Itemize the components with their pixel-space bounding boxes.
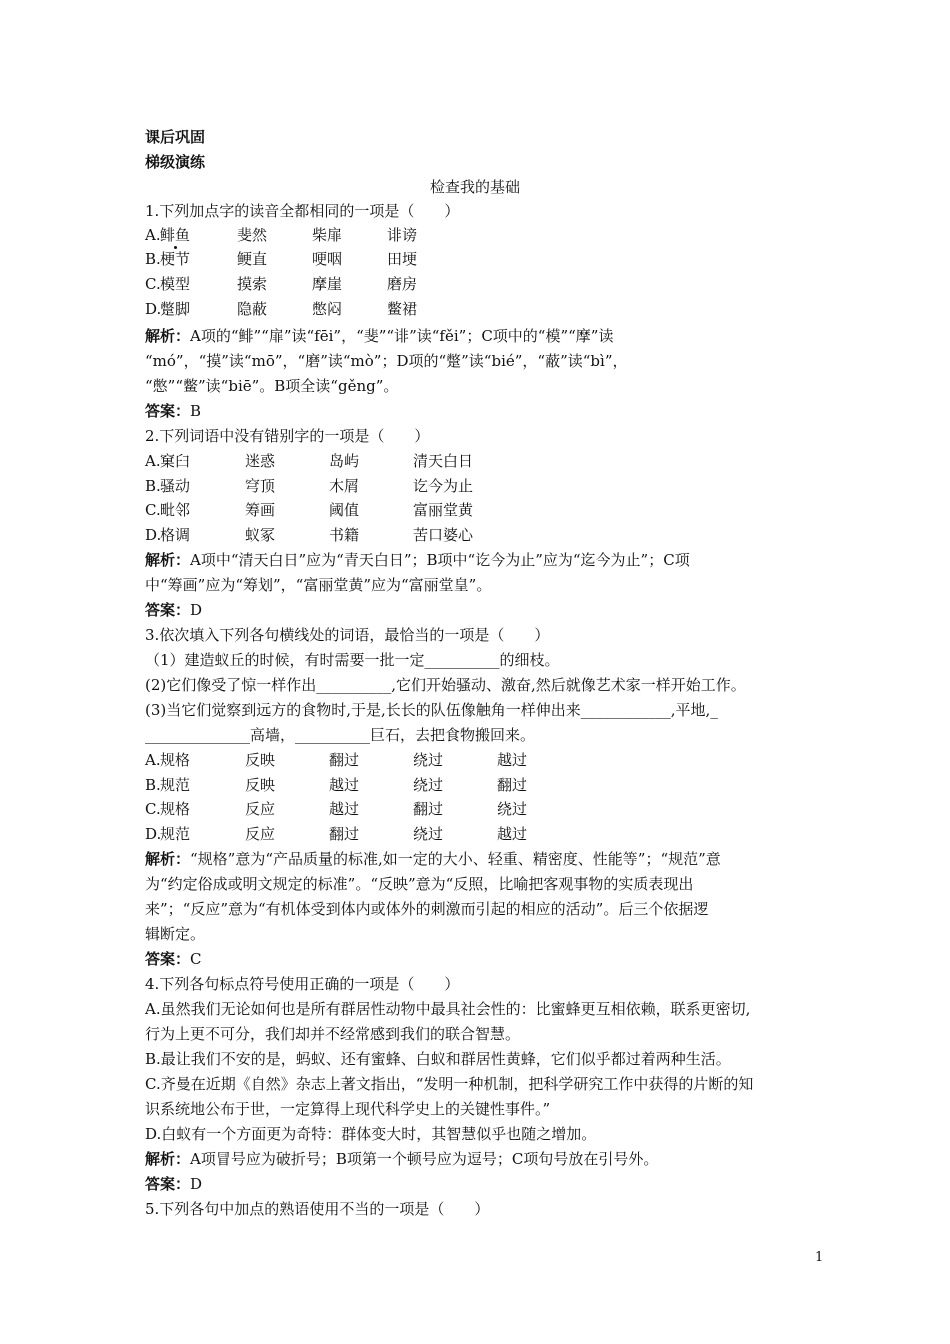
q1-analysis-line: “mó”，“摸”读“mō”，“磨”读“mò”；D项的“蹩”读“bié”，“蔽”读“bì”， [145, 352, 628, 370]
q3-analysis-line: 辑断定。 [145, 925, 206, 943]
q3-analysis-line: 为“约定俗成或明文规定的标准”。“反映”意为“反照，比喻把客观事物的实质表现出 [145, 875, 694, 893]
q2-analysis-line: 中“筹画”应为“筹划”，“富丽堂黄”应为“富丽堂皇”。 [145, 576, 492, 594]
q4-option-d: D.白蚁有一个方面更为奇特：群体变大时，其智慧似乎也随之增加。 [145, 1125, 597, 1143]
q1-analysis: 解析：A项的“鲱”“扉”读“fēi”，“斐”“诽”读“fěi”；C项中的“模”“摩”读 [145, 327, 614, 345]
q3-sentence-2: (2)它们像受了惊一样作出__________,它们开始骚动、激奋,然后就像艺术家一样开始工作。 [145, 676, 746, 694]
q2-answer: 答案：D [145, 601, 203, 619]
q5-stem: 5.下列各句中加点的熟语使用不当的一项是（ ） [145, 1200, 490, 1218]
q2-analysis: 解析：A项中“清天白日”应为“青天白日”；B项中“讫今为止”应为“迄今为止”；C项 [145, 551, 690, 569]
heading-after-class: 课后巩固 [145, 128, 206, 146]
page-number: 1 [815, 1250, 824, 1265]
q3-answer: 答案：C [145, 950, 202, 968]
q3-sentence-3-cont: ______________高墙，__________巨石，去把食物搬回来。 [145, 726, 536, 744]
q3-analysis-line: 来”；“反应”意为“有机体受到体内或体外的刺激而引起的相应的活动”。后三个依据逻 [145, 900, 709, 918]
q4-option-b: B.最让我们不安的是，蚂蚁、还有蜜蜂、白蚁和群居性黄蜂，它们似乎都过着两种生活。 [145, 1050, 731, 1068]
q1-stem: 1.下列加点字的读音全都相同的一项是（ ） [145, 202, 460, 220]
document-page: 课后巩固 梯级演练 检查我的基础 1.下列加点字的读音全都相同的一项是（ ） A. 鲱鱼 斐然 柴扉 诽谤 B. 梗节 鲠直 哽咽 田埂 C. 模型 摸索 摩崖 磨房 D. 蹩脚 隐蔽 憋闷 鳖裙 解析：A项的“鲱”“扉”读“fēi”，“斐”“诽”读“fěi”；C项中的“模”“摩”读 “mó”，“摸”读“mō”，“磨”读“mò”；D项的“蹩”读“bié”，“蔽”读“bì”， “憋”“鳖”读“biē”。B项全读“gěng”。 答案：B 2.下列词语中没有错别字的一项是（ ） A. 窠臼 迷惑 岛屿 清天白日 B. 骚动 穹顶 木屑 讫今为止 C. 毗邻 筹画 阈值 富丽堂黄 D. 格调 蚁冢 书籍 苦口婆心 解析：A项中“清天白日”应为“青天白日”；B项中“讫今为止”应为“迄今为止”；C项 中“筹画”应为“筹划”，“富丽堂黄”应为“富丽堂皇”。 答案：D 3.依次填入下列各句横线处的词语，最恰当的一项是（ ） （1）建造蚁丘的时候，有时需要一批一定__________的细枝。 (2)它们像受了惊一样作出__________,它们开始骚动、激奋,然后就像艺术家一样开始工作。 (3)当它们觉察到远方的食物时,于是,长长的队伍像触角一样伸出来____________,平地,_ ______________高墙，__________巨石，去把食物搬回来。 A. 规格 反映 翻过 绕过 越过 B. 规范 反映 越过 绕过 翻过 C. 规格 反应 越过 翻过 绕过 D. 规范 反应 翻过 绕过 越过 解析：“规格”意为“产品质量的标准,如一定的大小、轻重、精密度、性能等”；“规范”意 为“约定俗成或明文规定的标准”。“反映”意为“反照，比喻把客观事物的实质表现出 来”；“反应”意为“有机体受到体内或体外的刺激而引起的相应的活动”。后三个依据逻 辑断定。 答案：C 4.下列各句标点符号使用正确的一项是（ ） A.虽然我们无论如何也是所有群居性动物中最具社会性的：比蜜蜂更互相依赖，联系更密切, 行为上更不可分，我们却并不经常感到我们的联合智慧。 B.最让我们不安的是，蚂蚁、还有蜜蜂、白蚁和群居性黄蜂，它们似乎都过着两种生活。 C.齐曼在近期《自然》杂志上著文指出，“发明一种机制，把科学研究工作中获得的片断的知 识系统地公布于世，一定算得上现代科学史上的关键性事件。” D.白蚁有一个方面更为奇特：群体变大时，其智慧似乎也随之增加。 解析：A项冒号应为破折号；B项第一个顿号应为逗号；C项句号放在引号外。 答案：D 5.下列各句中加点的熟语使用不当的一项是（ ） 1 [0, 0, 950, 1344]
q4-option-c-cont: 识系统地公布于世，一定算得上现代科学史上的关键性事件。” [145, 1100, 551, 1118]
q4-option-a: A.虽然我们无论如何也是所有群居性动物中最具社会性的：比蜜蜂更互相依赖，联系更密切, [145, 1000, 751, 1018]
section-title: 检查我的基础 [429, 178, 520, 196]
q1-analysis-line: “憋”“鳖”读“biē”。B项全读“gěng”。 [145, 377, 399, 395]
q3-analysis: 解析：“规格”意为“产品质量的标准,如一定的大小、轻重、精密度、性能等”；“规范”意 [145, 850, 721, 868]
q3-stem: 3.依次填入下列各句横线处的词语，最恰当的一项是（ ） [145, 626, 550, 644]
heading-graded-practice: 梯级演练 [145, 153, 206, 171]
q4-option-a-cont: 行为上更不可分，我们却并不经常感到我们的联合智慧。 [145, 1025, 521, 1043]
q4-answer: 答案：D [145, 1175, 203, 1193]
q4-option-c: C.齐曼在近期《自然》杂志上著文指出，“发明一种机制，把科学研究工作中获得的片断的知 [145, 1075, 754, 1093]
q4-stem: 4.下列各句标点符号使用正确的一项是（ ） [145, 975, 460, 993]
q4-analysis: 解析：A项冒号应为破折号；B项第一个顿号应为逗号；C项句号放在引号外。 [145, 1150, 659, 1168]
q2-stem: 2.下列词语中没有错别字的一项是（ ） [145, 427, 430, 445]
q1-answer: 答案：B [145, 402, 202, 420]
q3-sentence-1: （1）建造蚁丘的时候，有时需要一批一定__________的细枝。 [145, 651, 560, 669]
q3-sentence-3: (3)当它们觉察到远方的食物时,于是,长长的队伍像触角一样伸出来____________,平地,_ [145, 701, 718, 719]
